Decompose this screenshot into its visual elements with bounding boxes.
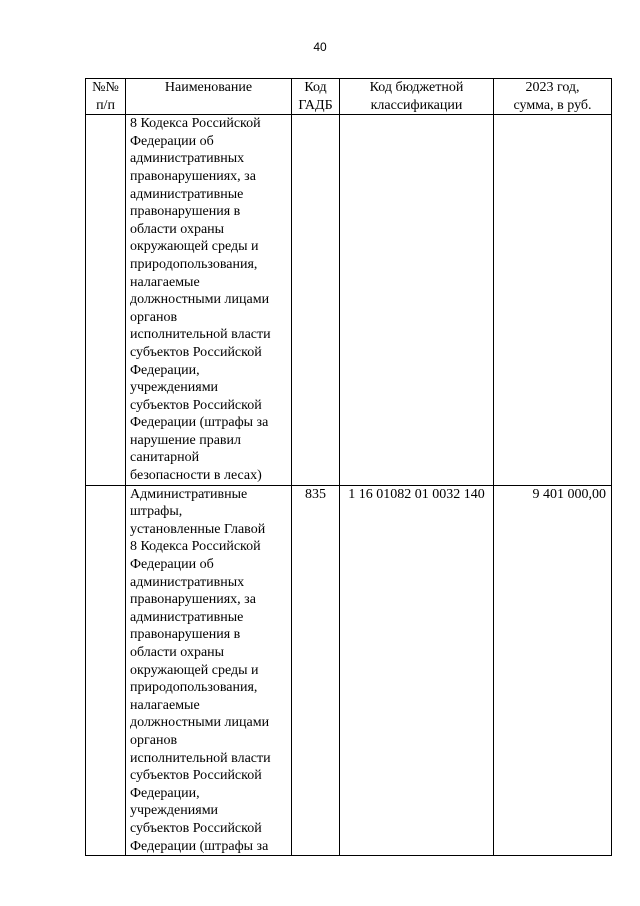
cell-kbk [340, 115, 494, 485]
header-kbk: Код бюджетной классификации [340, 79, 494, 115]
header-name: Наименование [126, 79, 292, 115]
table-row [86, 485, 612, 855]
cell-kbk: 1 16 01082 01 0032 140 [340, 485, 494, 855]
header-num: №№ п/п [86, 79, 126, 115]
cell-gadb [292, 115, 340, 485]
budget-revenue-table [85, 78, 612, 856]
cell-name: Административные штрафы, установленные Главой 8 Кодекса Российской Федерации об административных правонарушениях, за административные правонарушения в области охраны окружающей среды и природопользования, налагаемые должностными лицами органов исполнительной власти субъектов Российской Федерации, учреждениями субъектов Российской Федерации (штрафы за [126, 485, 292, 855]
table-header-row [86, 79, 612, 115]
header-sum: 2023 год, сумма, в руб. [494, 79, 612, 115]
page-number: 40 [313, 40, 327, 54]
cell-num [86, 115, 126, 485]
header-gadb: Код ГАДБ [292, 79, 340, 115]
table-row [86, 115, 612, 485]
cell-sum: 9 401 000,00 [494, 485, 612, 855]
cell-num [86, 485, 126, 855]
cell-gadb: 835 [292, 485, 340, 855]
cell-name: 8 Кодекса Российской Федерации об административных правонарушениях, за административные правонарушения в области охраны окружающей среды и природопользования, налагаемые должностными лицами органов исполнительной власти субъектов Российской Федерации, учреждениями субъектов Российской Федерации (штрафы за нарушение правил санитарной безопасности в лесах) [126, 115, 292, 485]
cell-sum [494, 115, 612, 485]
